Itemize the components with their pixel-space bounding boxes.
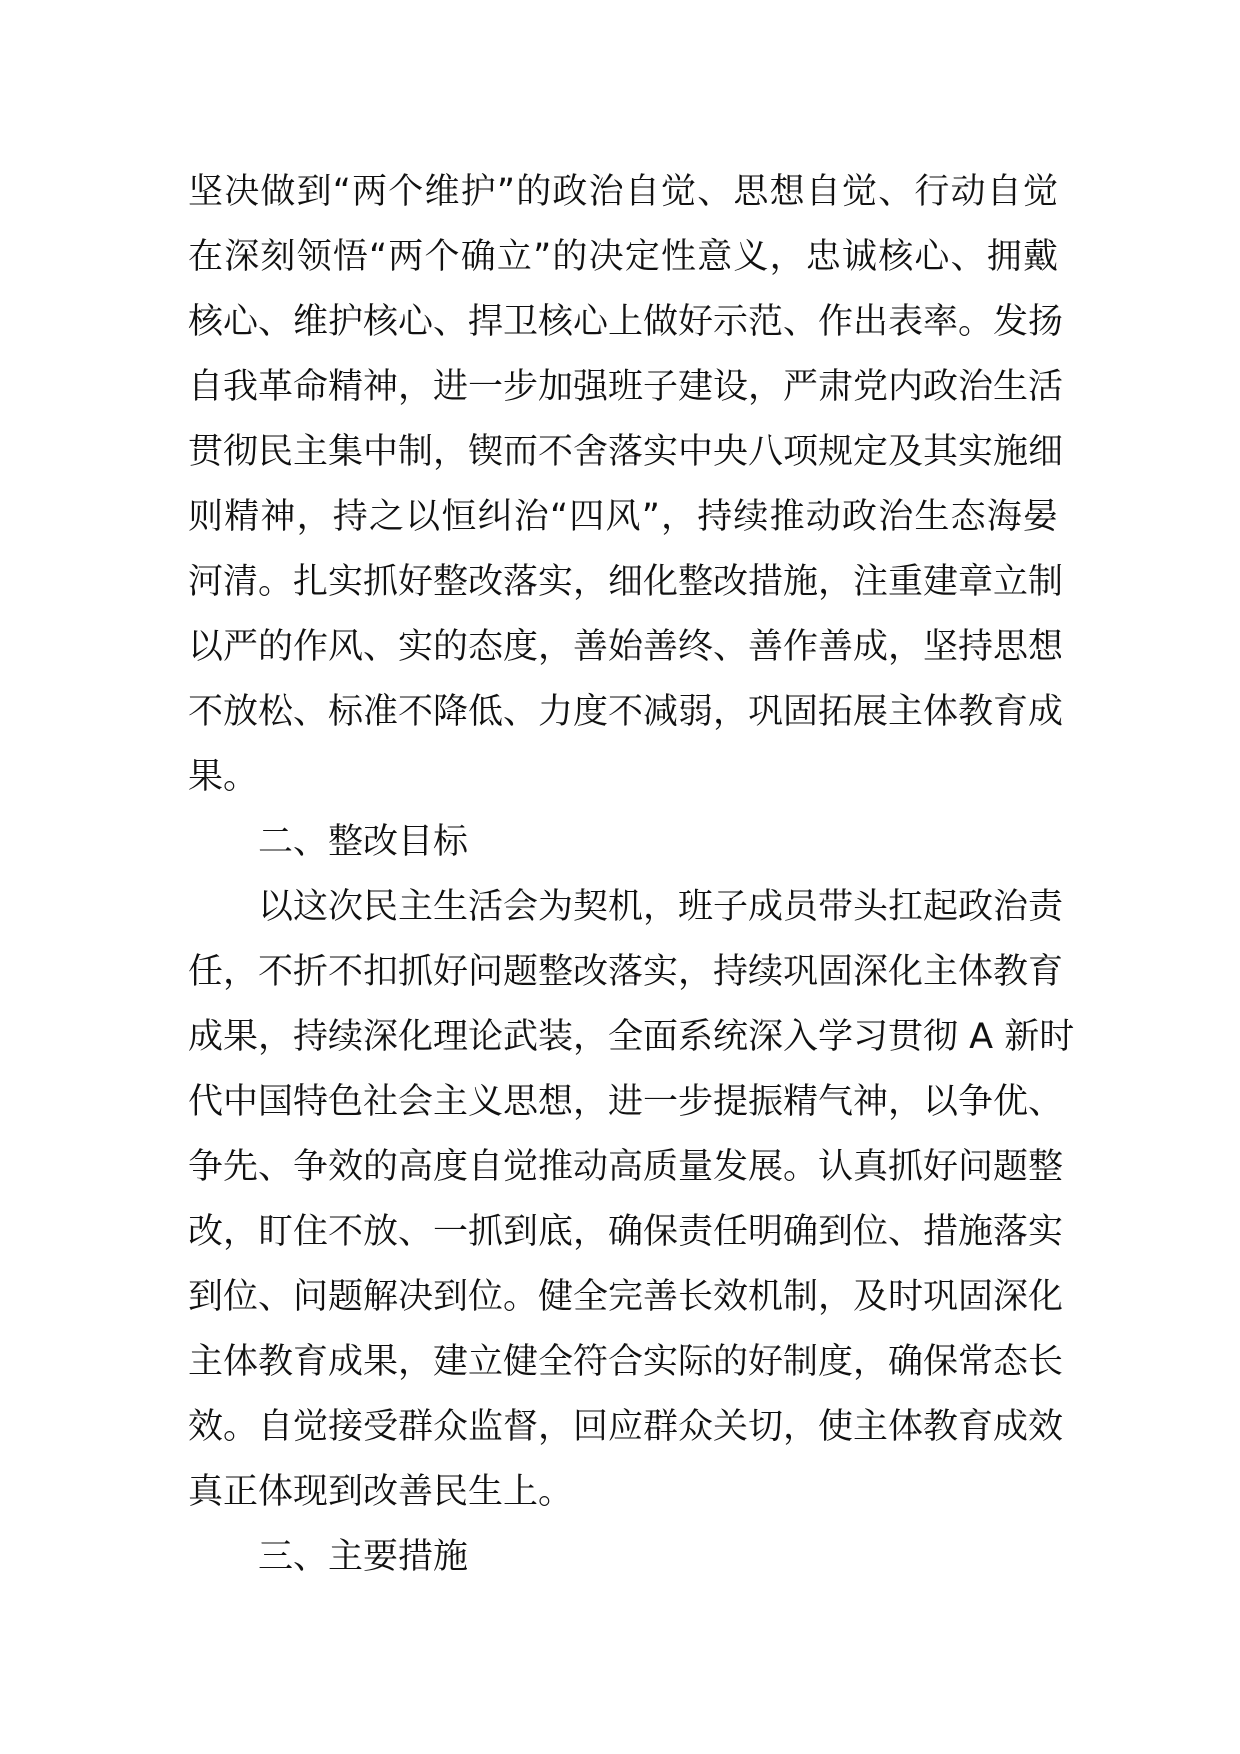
paragraph-2-line: 主体教育成果，建立健全符合实际的好制度，确保常态长 xyxy=(188,1342,1064,1382)
paragraph-1-line: 坚决做到“两个维护”的政治自觉、思想自觉、行动自觉 xyxy=(188,172,1058,212)
paragraph-2-line: 任，不折不扣抓好问题整改落实，持续巩固深化主体教育 xyxy=(188,952,1064,992)
paragraph-2-line: 效。自觉接受群众监督，回应群众关切，使主体教育成效 xyxy=(188,1407,1064,1447)
paragraph-1-line: 河清。扎实抓好整改落实，细化整改措施，注重建章立制 xyxy=(188,562,1064,602)
paragraph-2-line: 真正体现到改善民生上。 xyxy=(188,1472,574,1512)
section-heading-2: 二、整改目标 xyxy=(258,822,469,862)
paragraph-1-line: 不放松、标准不降低、力度不减弱，巩固拓展主体教育成 xyxy=(188,692,1064,732)
paragraph-2-line: 改，盯住不放、一抓到底，确保责任明确到位、措施落实 xyxy=(188,1212,1064,1252)
paragraph-1-line: 以严的作风、实的态度，善始善终、善作善成，坚持思想 xyxy=(188,627,1064,667)
document-body xyxy=(188,160,1075,1590)
paragraph-1-line: 在深刻领悟“两个确立”的决定性意义，忠诚核心、拥戴 xyxy=(188,237,1058,277)
paragraph-1-line: 则精神，持之以恒纠治“四风”，持续推动政治生态海晏 xyxy=(188,497,1058,537)
paragraph-2-line: 以这次民主生活会为契机，班子成员带头扛起政治责 xyxy=(258,887,1064,927)
paragraph-2-line: 到位、问题解决到位。健全完善长效机制，及时巩固深化 xyxy=(188,1277,1064,1317)
paragraph-2-line: 争先、争效的高度自觉推动高质量发展。认真抓好问题整 xyxy=(188,1147,1064,1187)
paragraph-1-line: 果。 xyxy=(188,757,259,797)
paragraph-1-line: 自我革命精神，进一步加强班子建设，严肃党内政治生活 xyxy=(188,367,1064,407)
paragraph-2-line: 代中国特色社会主义思想，进一步提振精气神，以争优、 xyxy=(188,1082,1064,1122)
paragraph-1-line: 核心、维护核心、捍卫核心上做好示范、作出表率。发扬 xyxy=(188,302,1064,342)
section-heading-3: 三、主要措施 xyxy=(258,1537,469,1577)
paragraph-2-line: 成果，持续深化理论武装，全面系统深入学习贯彻 A 新时 xyxy=(188,1017,1075,1057)
paragraph-1-line: 贯彻民主集中制，锲而不舍落实中央八项规定及其实施细 xyxy=(188,432,1064,472)
